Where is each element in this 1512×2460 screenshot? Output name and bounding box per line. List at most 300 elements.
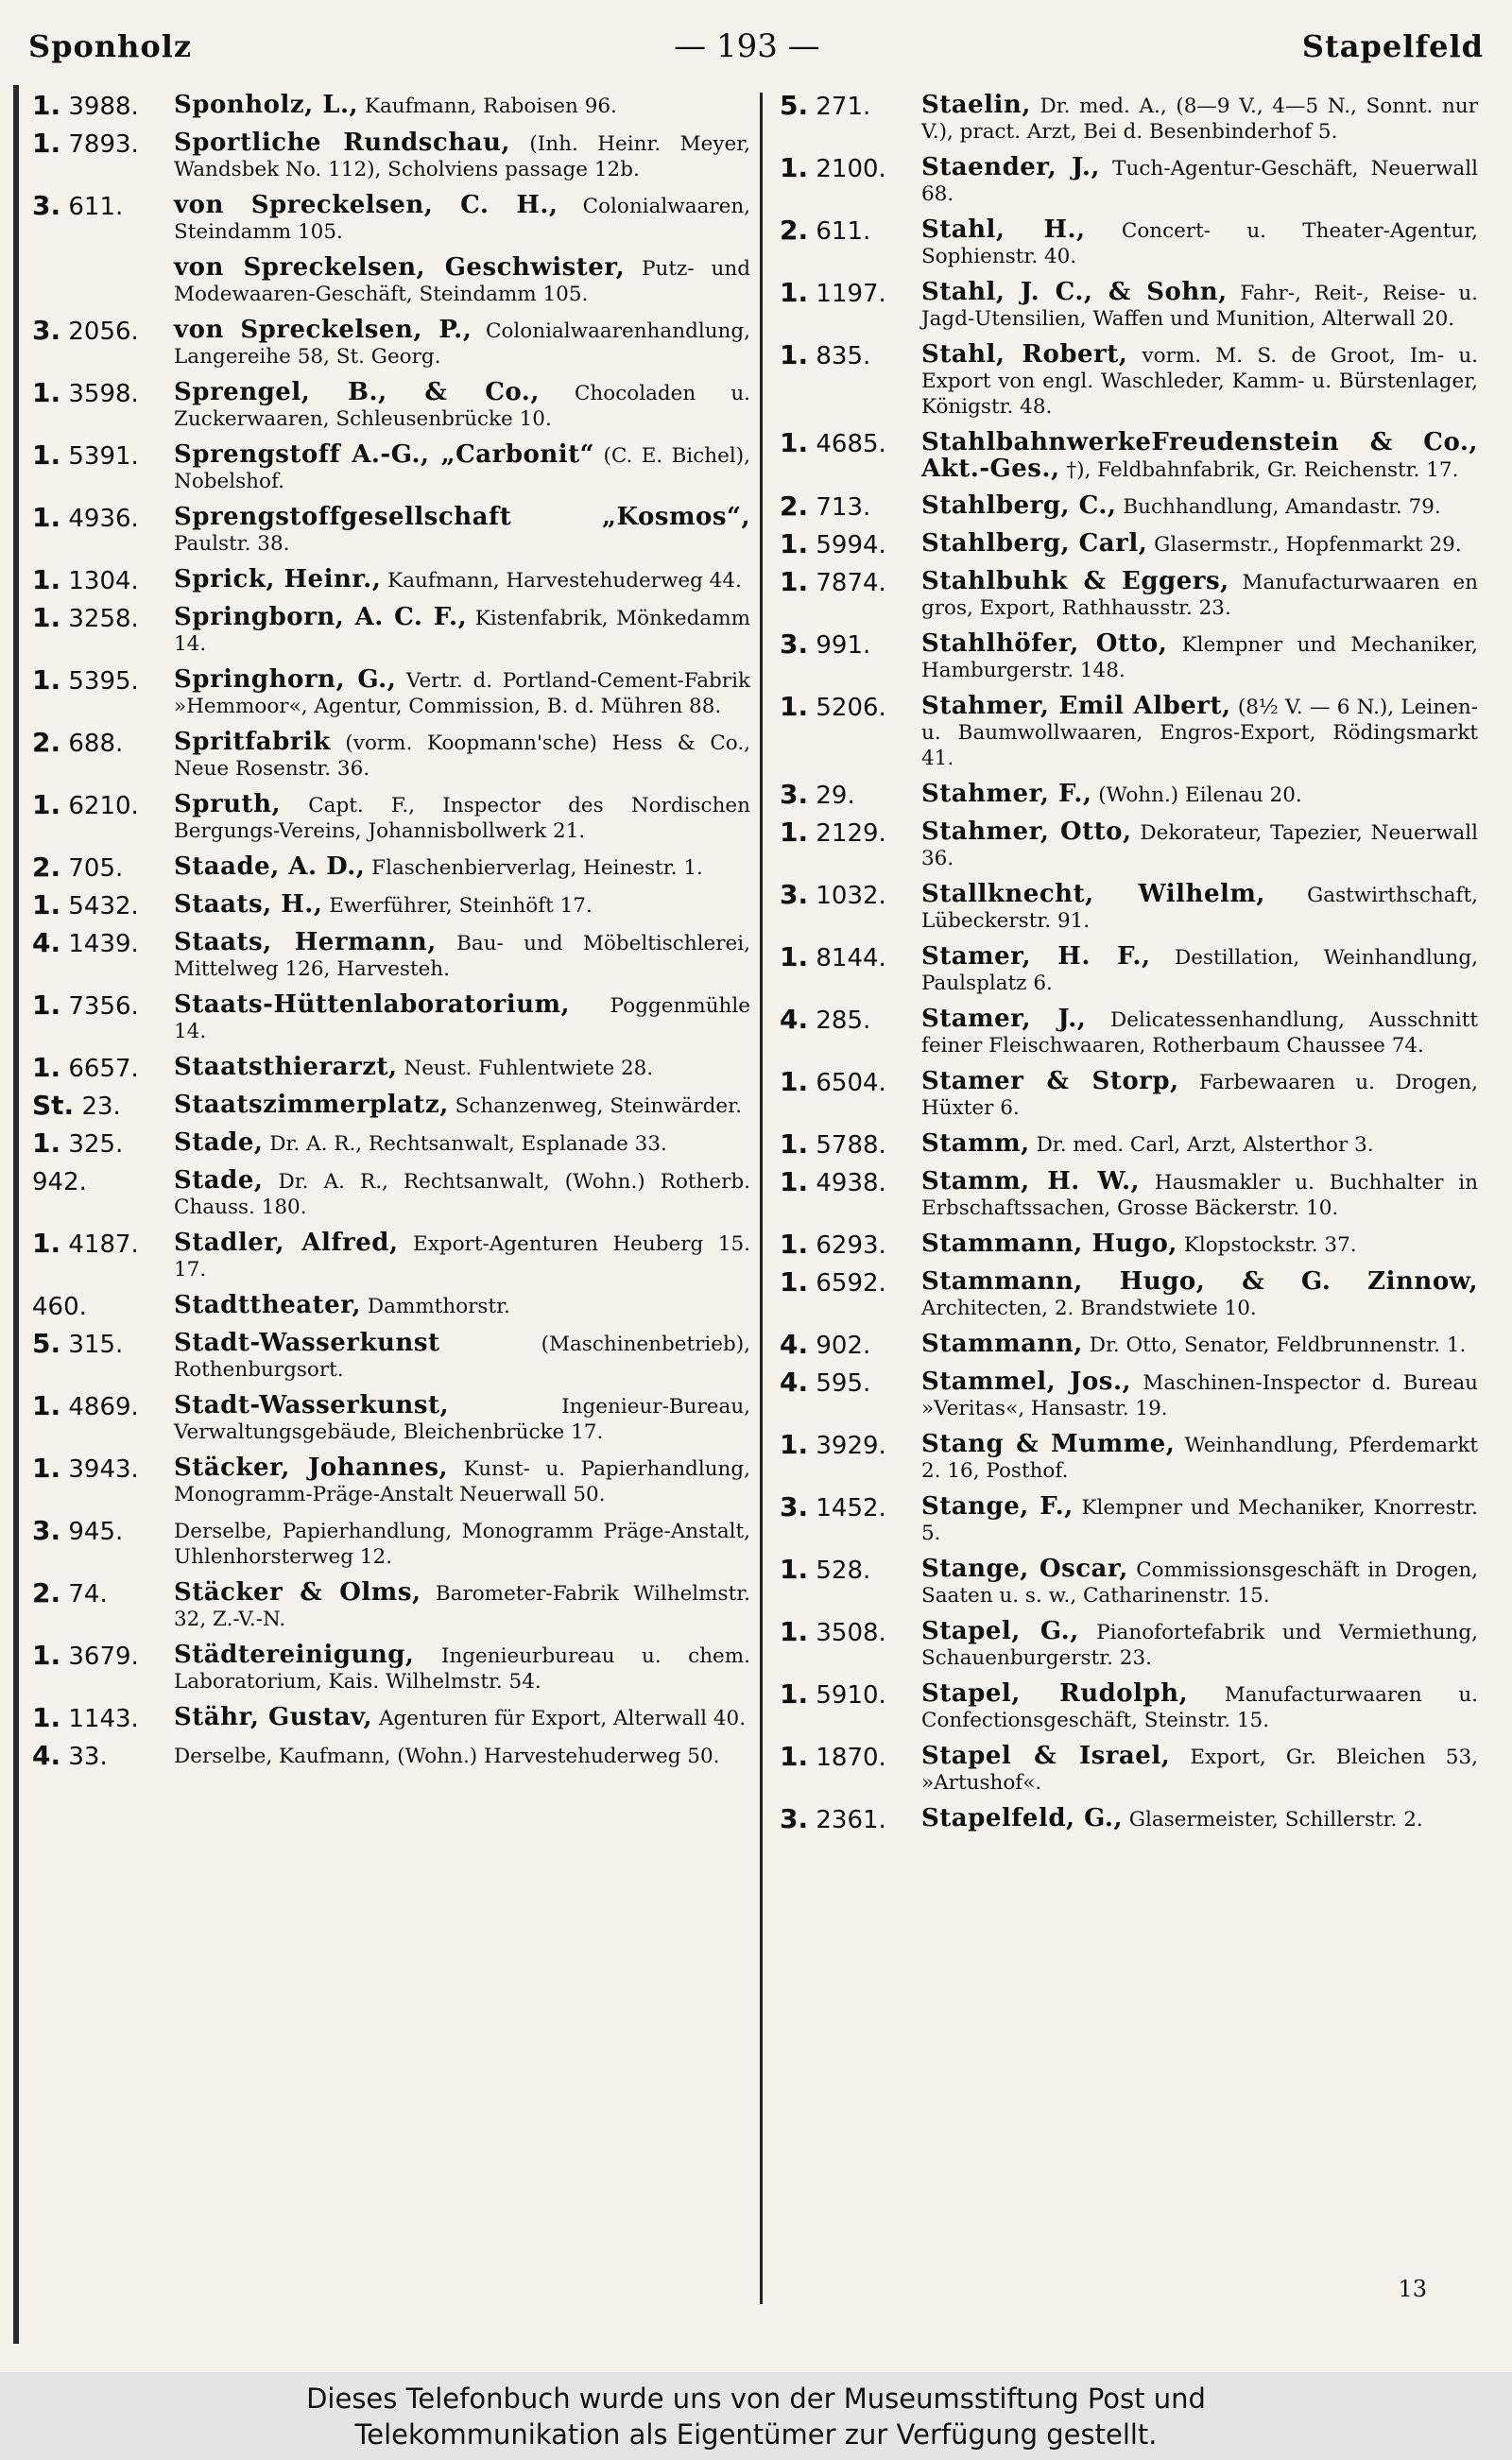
- phone-number: [32, 1640, 174, 1671]
- phone-number: [780, 1166, 921, 1197]
- line-number: 4936.: [68, 505, 139, 533]
- phone-number: [780, 1128, 921, 1160]
- subscriber-name: Sprengstoffgesellschaft „Kosmos“,: [174, 503, 750, 531]
- exchange-code: 1.: [780, 1166, 809, 1197]
- subscriber-name: Städtereinigung,: [174, 1641, 415, 1669]
- entry-text: [921, 1619, 1478, 1671]
- phone-number: [780, 528, 921, 559]
- exchange-code: 4.: [32, 927, 61, 958]
- directory-entry: [780, 490, 1478, 522]
- subscriber-details: Ewerführer, Steinhöft 17.: [329, 894, 593, 918]
- line-number: 271.: [816, 93, 871, 121]
- directory-entry: [32, 315, 750, 370]
- subscriber-details: Kistenfabrik, Mönkedamm 14.: [174, 607, 751, 656]
- phone-number: [32, 1230, 174, 1258]
- subscriber-name: Stamer, H. F.,: [921, 942, 1151, 971]
- exchange-code: 1.: [32, 128, 61, 159]
- directory-entry: [32, 664, 750, 719]
- directory-entry: [32, 1640, 751, 1694]
- directory-entry: [780, 1369, 1478, 1421]
- entry-text: [174, 1055, 750, 1081]
- subscriber-name: Sprengel, B., & Co.,: [174, 378, 540, 406]
- subscriber-details: Tuch-Agentur-Geschäft, Neuerwall 68.: [921, 157, 1478, 206]
- entry-text: [174, 442, 750, 494]
- directory-entry: [32, 889, 750, 920]
- phone-number: [32, 1515, 174, 1546]
- line-number: 29.: [816, 782, 855, 810]
- entry-text: [174, 667, 750, 719]
- exchange-code: 1.: [32, 1453, 61, 1484]
- subscriber-details: (vorm. Koopmann'sche) Hess & Co., Neue Rosenstr. 36.: [174, 731, 751, 781]
- subscriber-details: Commissionsgeschäft in Drogen, Saaten u. s. w., Catharinenstr. 15.: [921, 1558, 1478, 1608]
- entry-text: [174, 1643, 750, 1694]
- exchange-code: 3.: [780, 628, 809, 660]
- line-number: 315.: [68, 1331, 124, 1359]
- subscriber-name: Stamer, J.,: [921, 1005, 1087, 1033]
- subscriber-name: Stammann,: [921, 1330, 1083, 1358]
- subscriber-details: Fahr-, Reit-, Reise- u. Jagd-Utensilien, Waffen und Munition, Alterwall 20.: [921, 282, 1479, 331]
- subscriber-name: Stahmer, F.,: [921, 780, 1092, 808]
- line-number: 1304.: [68, 567, 139, 595]
- directory-entry: [32, 1293, 750, 1320]
- exchange-code: 1.: [780, 1429, 809, 1460]
- subscriber-name: Stahl, H.,: [921, 215, 1086, 244]
- exchange-code: 1.: [32, 1702, 61, 1733]
- phone-number: [32, 1092, 174, 1120]
- page-header: [28, 17, 1484, 76]
- exchange-code: 1.: [780, 817, 809, 848]
- phone-number: [780, 90, 921, 121]
- line-number: 3929.: [816, 1432, 886, 1460]
- subscriber-details: vorm. M. S. de Groot, Im- u. Export von engl. Waschleder, Kamm- u. Bürstenlager, Königstr. 48.: [921, 344, 1479, 419]
- entry-text: [174, 1230, 750, 1282]
- subscriber-details: Hausmakler u. Buchhalter in Erbschaftssachen, Grosse Bäckerstr. 10.: [921, 1171, 1478, 1220]
- subscriber-details: Maschinen-Inspector d. Bureau »Veritas«, Hansastr. 19.: [921, 1371, 1478, 1420]
- entry-text: [174, 730, 750, 782]
- line-number: 3988.: [68, 93, 139, 121]
- subscriber-name: von Spreckelsen, C. H.,: [174, 191, 558, 219]
- phone-number: [32, 727, 174, 758]
- phone-number: [32, 190, 174, 221]
- subscriber-name: Stammel, Jos.,: [921, 1368, 1132, 1396]
- subscriber-name: Stäcker & Olms,: [174, 1578, 421, 1607]
- subscriber-details: Capt. F., Inspector des Nordischen Bergungs-Vereins, Johannisbollwerk 21.: [174, 794, 750, 843]
- line-number: 688.: [68, 730, 124, 758]
- subscriber-name: Stadt-Wasserkunst: [174, 1329, 440, 1357]
- phone-number: [780, 628, 921, 660]
- subscriber-name: Stahmer, Emil Albert,: [921, 692, 1231, 720]
- line-number: 4685.: [816, 430, 886, 458]
- right-column: [760, 90, 1487, 2304]
- phone-number: [32, 927, 174, 958]
- subscriber-name: Stammann, Hugo,: [921, 1230, 1177, 1258]
- exchange-code: 4.: [32, 1740, 61, 1771]
- line-number: 7893.: [68, 130, 139, 159]
- directory-entry: [32, 130, 750, 182]
- subscriber-details: Export, Gr. Bleichen 53, »Artushof«.: [921, 1746, 1478, 1795]
- subscriber-details: Kaufmann, Harvestehuderweg 44.: [387, 569, 742, 593]
- subscriber-name: Staender, J.,: [921, 153, 1100, 181]
- line-number: 4869.: [68, 1393, 139, 1421]
- subscriber-details: Pianofortefabrik und Vermiethung, Schauenburgerstr. 23.: [921, 1621, 1478, 1670]
- entry-text: [921, 1369, 1478, 1421]
- exchange-code: 3.: [780, 1491, 809, 1522]
- subscriber-name: Spruth,: [174, 790, 282, 818]
- line-number: 2361.: [816, 1806, 886, 1834]
- entry-text: [174, 1743, 750, 1769]
- entry-text: [174, 130, 750, 182]
- phone-number: [780, 1491, 921, 1522]
- subscriber-details: Concert- u. Theater-Agentur, Sophienstr. 40.: [921, 219, 1478, 268]
- directory-entry: [780, 628, 1478, 683]
- subscriber-name: Staelin,: [921, 91, 1031, 119]
- entry-text: [921, 782, 1478, 808]
- binding-edge: [13, 85, 19, 2344]
- line-number: 325.: [68, 1130, 124, 1159]
- phone-number: [780, 427, 921, 458]
- subscriber-details: Dr. med. A., (8—9 V., 4—5 N., Sonnt. nur V.), pract. Arzt, Bei d. Besenbinderhof 5.: [921, 95, 1478, 144]
- entry-text: [921, 1131, 1478, 1158]
- line-number: 33.: [68, 1743, 108, 1771]
- directory-entry: [780, 1616, 1478, 1671]
- directory-entry: [780, 1006, 1478, 1058]
- line-number: 713.: [816, 493, 871, 522]
- phone-number: [32, 1168, 174, 1196]
- line-number: 4938.: [816, 1169, 886, 1197]
- phone-number: [780, 1006, 921, 1034]
- header-first-entry: Sponholz: [28, 28, 193, 64]
- subscriber-details: Klempner und Mechaniker, Knorrestr. 5.: [921, 1496, 1478, 1545]
- directory-entry: [32, 602, 751, 657]
- entry-text: [174, 892, 750, 919]
- directory-entry: [780, 879, 1478, 934]
- line-number: 902.: [816, 1332, 871, 1360]
- exchange-code: 4.: [780, 1004, 809, 1035]
- phone-number: [32, 502, 174, 533]
- exchange-code: 1.: [32, 602, 61, 633]
- exchange-code: 1.: [32, 90, 61, 121]
- entry-text: [921, 93, 1478, 145]
- directory-entry: [32, 1702, 750, 1733]
- subscriber-name: Stähr, Gustav,: [174, 1703, 373, 1731]
- directory-entry: [32, 502, 750, 557]
- directory-entry: [32, 1740, 750, 1771]
- header-page-number: — 193 —: [674, 27, 820, 65]
- subscriber-details: Paulstr. 38.: [174, 532, 290, 556]
- exchange-code: 2.: [32, 852, 61, 883]
- subscriber-details: Destillation, Weinhandlung, Paulsplatz 6.: [921, 946, 1478, 995]
- subscriber-name: Sportliche Rundschau,: [174, 129, 510, 157]
- entry-text: [174, 505, 750, 557]
- phone-number: [32, 1740, 174, 1771]
- directory-entry: [780, 779, 1478, 810]
- exchange-code: 1.: [780, 1066, 809, 1097]
- line-number: 285.: [816, 1006, 871, 1035]
- exchange-code: 1.: [780, 1616, 809, 1647]
- exchange-code: 3.: [32, 190, 61, 221]
- exchange-code: 1.: [32, 1640, 61, 1671]
- line-number: 74.: [68, 1580, 108, 1608]
- subscriber-details: Colonialwaaren, Steindamm 105.: [174, 195, 751, 244]
- directory-entry: [32, 927, 750, 982]
- entry-text: [174, 1293, 750, 1319]
- subscriber-details: Delicatessenhandlung, Ausschnitt feiner Fleischwaaren, Rotherbaum Chaussee 74.: [921, 1008, 1478, 1058]
- phone-number: [32, 1455, 174, 1483]
- entry-text: [921, 1432, 1478, 1484]
- directory-entry: [32, 255, 750, 307]
- subscriber-details: Bau- und Möbeltischlerei, Mittelweg 126, Harvesteh.: [174, 932, 750, 981]
- subscriber-details: Manufacturwaaren en gros, Export, Rathhausstr. 23.: [921, 571, 1478, 620]
- directory-entry: [780, 1066, 1478, 1121]
- entry-text: [921, 1169, 1478, 1221]
- entry-text: [174, 567, 750, 593]
- exchange-code: 1.: [780, 1229, 809, 1260]
- line-number: 5788.: [816, 1131, 886, 1160]
- subscriber-details: Architecten, 2. Brandstwiete 10.: [921, 1297, 1257, 1320]
- subscriber-name: Stäcker, Johannes,: [174, 1454, 449, 1482]
- subscriber-name: Stapel & Israel,: [921, 1742, 1171, 1770]
- entry-text: [921, 944, 1478, 996]
- subscriber-name: Staats, Hermann,: [174, 928, 437, 956]
- entry-text: [921, 1332, 1478, 1358]
- entry-text: [174, 255, 750, 307]
- line-number: 3943.: [68, 1455, 139, 1484]
- exchange-code: 1.: [32, 789, 61, 820]
- subscriber-name: Staatszimmerplatz,: [174, 1091, 449, 1119]
- directory-entry: [32, 989, 750, 1044]
- directory-entry: [780, 941, 1478, 996]
- phone-number: [32, 90, 174, 121]
- subscriber-details: Vertr. d. Portland-Cement-Fabrik »Hemmoor«, Agentur, Commission, B. d. Mühren 88.: [174, 669, 750, 718]
- exchange-code: 1.: [780, 1741, 809, 1772]
- subscriber-name: Stamm,: [921, 1129, 1030, 1158]
- subscriber-name: Stapel, G.,: [921, 1617, 1079, 1645]
- entry-text: [921, 569, 1478, 621]
- exchange-code: 2.: [32, 1577, 61, 1608]
- exchange-code: 3.: [780, 879, 809, 910]
- exchange-code: 1.: [780, 152, 809, 183]
- line-number: 705.: [68, 854, 124, 883]
- directory-entry: [32, 1390, 750, 1445]
- directory-entry: [32, 789, 750, 844]
- line-number: 5910.: [816, 1681, 886, 1710]
- phone-number: [780, 691, 921, 722]
- subscriber-details: Buchhandlung, Amandastr. 79.: [1123, 495, 1441, 519]
- subscriber-name: Stahl, Robert,: [921, 340, 1128, 369]
- phone-number: [780, 819, 921, 847]
- directory-entry: [780, 1128, 1478, 1160]
- subscriber-details: Export-Agenturen Heuberg 15. 17.: [174, 1232, 750, 1282]
- entry-text: [174, 93, 750, 119]
- line-number: 945.: [68, 1518, 124, 1546]
- directory-entry: [32, 1515, 750, 1570]
- exchange-code: 1.: [32, 1127, 61, 1159]
- subscriber-details: Glasermeister, Schillerstr. 2.: [1128, 1808, 1423, 1832]
- entry-text: [174, 1393, 750, 1445]
- phone-number: [32, 1127, 174, 1159]
- phone-number: [32, 1577, 174, 1608]
- phone-number: [32, 564, 174, 595]
- entry-text: [921, 1744, 1478, 1796]
- exchange-code: 5.: [32, 1328, 61, 1359]
- line-number: 5206.: [816, 694, 886, 722]
- exchange-code: 1.: [780, 1266, 809, 1298]
- exchange-code: 1.: [780, 339, 809, 370]
- directory-entry: [32, 1230, 750, 1282]
- line-number: 7356.: [68, 992, 139, 1021]
- subscriber-name: Stahlbuhk & Eggers,: [921, 567, 1229, 595]
- phone-number: [780, 1266, 921, 1298]
- line-number: 1197.: [816, 280, 886, 308]
- exchange-code: 1.: [32, 1228, 61, 1259]
- phone-number: [32, 889, 174, 920]
- subscriber-name: Stahlberg, C.,: [921, 491, 1117, 520]
- directory-entry: [780, 1266, 1478, 1321]
- entry-text: [921, 1681, 1478, 1733]
- subscriber-details: Dr. Otto, Senator, Feldbrunnenstr. 1.: [1089, 1333, 1467, 1357]
- directory-entry: [32, 1092, 750, 1120]
- directory-entry: [780, 819, 1478, 871]
- entry-text: [174, 193, 750, 245]
- subscriber-name: Stapelfeld, G.,: [921, 1804, 1123, 1832]
- directory-entry: [32, 190, 751, 245]
- phone-number: [780, 779, 921, 810]
- subscriber-details: (8½ V. — 6 N.), Leinen- u. Baumwollwaaren, Engros-Export, Rödingsmarkt 41.: [921, 696, 1478, 770]
- header-last-entry: Stapelfeld: [1301, 28, 1484, 64]
- entry-text: [174, 992, 750, 1044]
- phone-number: [32, 602, 174, 633]
- archive-notice-line-1: Dieses Telefonbuch wurde uns von der Museumsstiftung Post und: [306, 2382, 1206, 2415]
- directory-entry: [780, 1329, 1478, 1360]
- exchange-code: 5.: [780, 90, 809, 121]
- phone-number: [780, 1678, 921, 1710]
- subscriber-details: Klempner und Mechaniker, Hamburgerstr. 148.: [921, 633, 1478, 682]
- phone-number: [780, 1741, 921, 1772]
- line-number: 2129.: [816, 819, 886, 848]
- subscriber-details: Putz- und Modewaaren-Geschäft, Steindamm 105.: [174, 257, 750, 306]
- subscriber-name: Stade,: [174, 1166, 264, 1195]
- directory-entry: [780, 152, 1478, 207]
- directory-entry: [32, 1455, 750, 1507]
- entry-text: [174, 1092, 750, 1119]
- directory-entry: [780, 566, 1478, 621]
- subscriber-details: Kaufmann, Raboisen 96.: [364, 95, 617, 118]
- subscriber-name: Stadt-Wasserkunst,: [174, 1391, 450, 1419]
- subscriber-name: Stamer & Storp,: [921, 1067, 1179, 1095]
- directory-entry: [780, 90, 1478, 145]
- subscriber-details: Dr. A. R., Rechtsanwalt, Esplanade 33.: [269, 1132, 667, 1156]
- directory-entry: [32, 90, 750, 121]
- line-number: 6210.: [68, 792, 139, 820]
- entry-text: [921, 1231, 1478, 1258]
- phone-number: [780, 1066, 921, 1097]
- line-number: 991.: [816, 631, 871, 660]
- subscriber-details: Chocoladen u. Zuckerwaaren, Schleusenbrücke 10.: [174, 382, 751, 431]
- subscriber-details: (Inh. Heinr. Meyer, Wandsbek No. 112), Scholviens passage 12b.: [174, 132, 750, 181]
- directory-entry: [780, 1491, 1478, 1546]
- directory-entry: [780, 1678, 1478, 1733]
- subscriber-name: Sprengstoff A.-G., „Carbonit“: [174, 440, 595, 469]
- phone-number: [32, 664, 174, 696]
- entry-text: [174, 1705, 750, 1731]
- phone-number: [32, 1293, 174, 1320]
- line-number: 5395.: [68, 667, 139, 696]
- line-number: 6504.: [816, 1069, 886, 1097]
- entry-text: [174, 1518, 750, 1570]
- entry-text: [921, 342, 1478, 420]
- phone-number: [780, 277, 921, 308]
- entry-text: [921, 631, 1478, 683]
- directory-entry: [780, 427, 1478, 483]
- entry-text: [174, 854, 750, 881]
- line-number: 3598.: [68, 380, 139, 408]
- sheet-number: 13: [1398, 2276, 1427, 2302]
- entry-text: [921, 217, 1478, 269]
- entry-text: [921, 882, 1478, 934]
- subscriber-name: Stadttheater,: [174, 1291, 362, 1319]
- subscriber-details: Dekorateur, Tapezier, Neuerwall 36.: [921, 821, 1479, 870]
- line-number: 595.: [816, 1369, 871, 1398]
- entry-text: [921, 819, 1478, 871]
- entry-text: [174, 792, 750, 844]
- exchange-code: 3.: [780, 1803, 809, 1834]
- left-column: [32, 90, 760, 2304]
- line-number: 7874.: [816, 569, 886, 597]
- directory-entry: [32, 1052, 750, 1083]
- subscriber-name: Stange, Oscar,: [921, 1555, 1128, 1583]
- phone-number: [32, 1702, 174, 1733]
- subscriber-details: Dammthorstr.: [367, 1295, 510, 1318]
- line-number: 4187.: [68, 1230, 139, 1259]
- phone-number: [32, 439, 174, 471]
- phone-number: [780, 1329, 921, 1360]
- phone-number: [780, 941, 921, 972]
- entry-text: [174, 1168, 750, 1220]
- line-number: 23.: [81, 1092, 121, 1121]
- phone-number: [32, 789, 174, 820]
- phone-number: [32, 989, 174, 1021]
- subscriber-details: (Maschinenbetrieb), Rothenburgsort.: [174, 1333, 750, 1382]
- entry-text: [174, 380, 750, 432]
- subscriber-details: Weinhandlung, Pferdemarkt 2. 16, Posthof.: [921, 1434, 1479, 1483]
- subscriber-name: Stapel, Rudolph,: [921, 1679, 1189, 1708]
- exchange-code: 3.: [32, 315, 61, 346]
- exchange-code: St.: [32, 1090, 75, 1121]
- exchange-code: 1.: [780, 691, 809, 722]
- entry-text: [921, 155, 1478, 207]
- directory-entry: [780, 1803, 1478, 1834]
- directory-entry: [32, 1168, 750, 1220]
- line-number: 2100.: [816, 155, 886, 183]
- directory-entry: [780, 691, 1478, 771]
- entry-text: [921, 1069, 1478, 1121]
- line-number: 6657.: [68, 1055, 139, 1083]
- subscriber-name: Springborn, A. C. F.,: [174, 603, 468, 631]
- directory-entry: [780, 277, 1479, 332]
- archive-notice: [0, 2372, 1512, 2460]
- line-number: 835.: [816, 342, 871, 370]
- directory-entry: [780, 1231, 1478, 1259]
- subscriber-details: Derselbe, Papierhandlung, Monogramm Präge-Anstalt, Uhlenhorsterweg 12.: [174, 1520, 750, 1569]
- subscriber-name: Stahmer, Otto,: [921, 817, 1132, 846]
- line-number: 1143.: [68, 1705, 139, 1733]
- exchange-code: 2.: [780, 215, 809, 246]
- directory-entry: [32, 439, 750, 494]
- entry-text: [174, 1331, 750, 1383]
- phone-number: [780, 1803, 921, 1834]
- exchange-code: 1.: [32, 1390, 61, 1421]
- subscriber-name: Stammann, Hugo, & G. Zinnow,: [921, 1267, 1478, 1296]
